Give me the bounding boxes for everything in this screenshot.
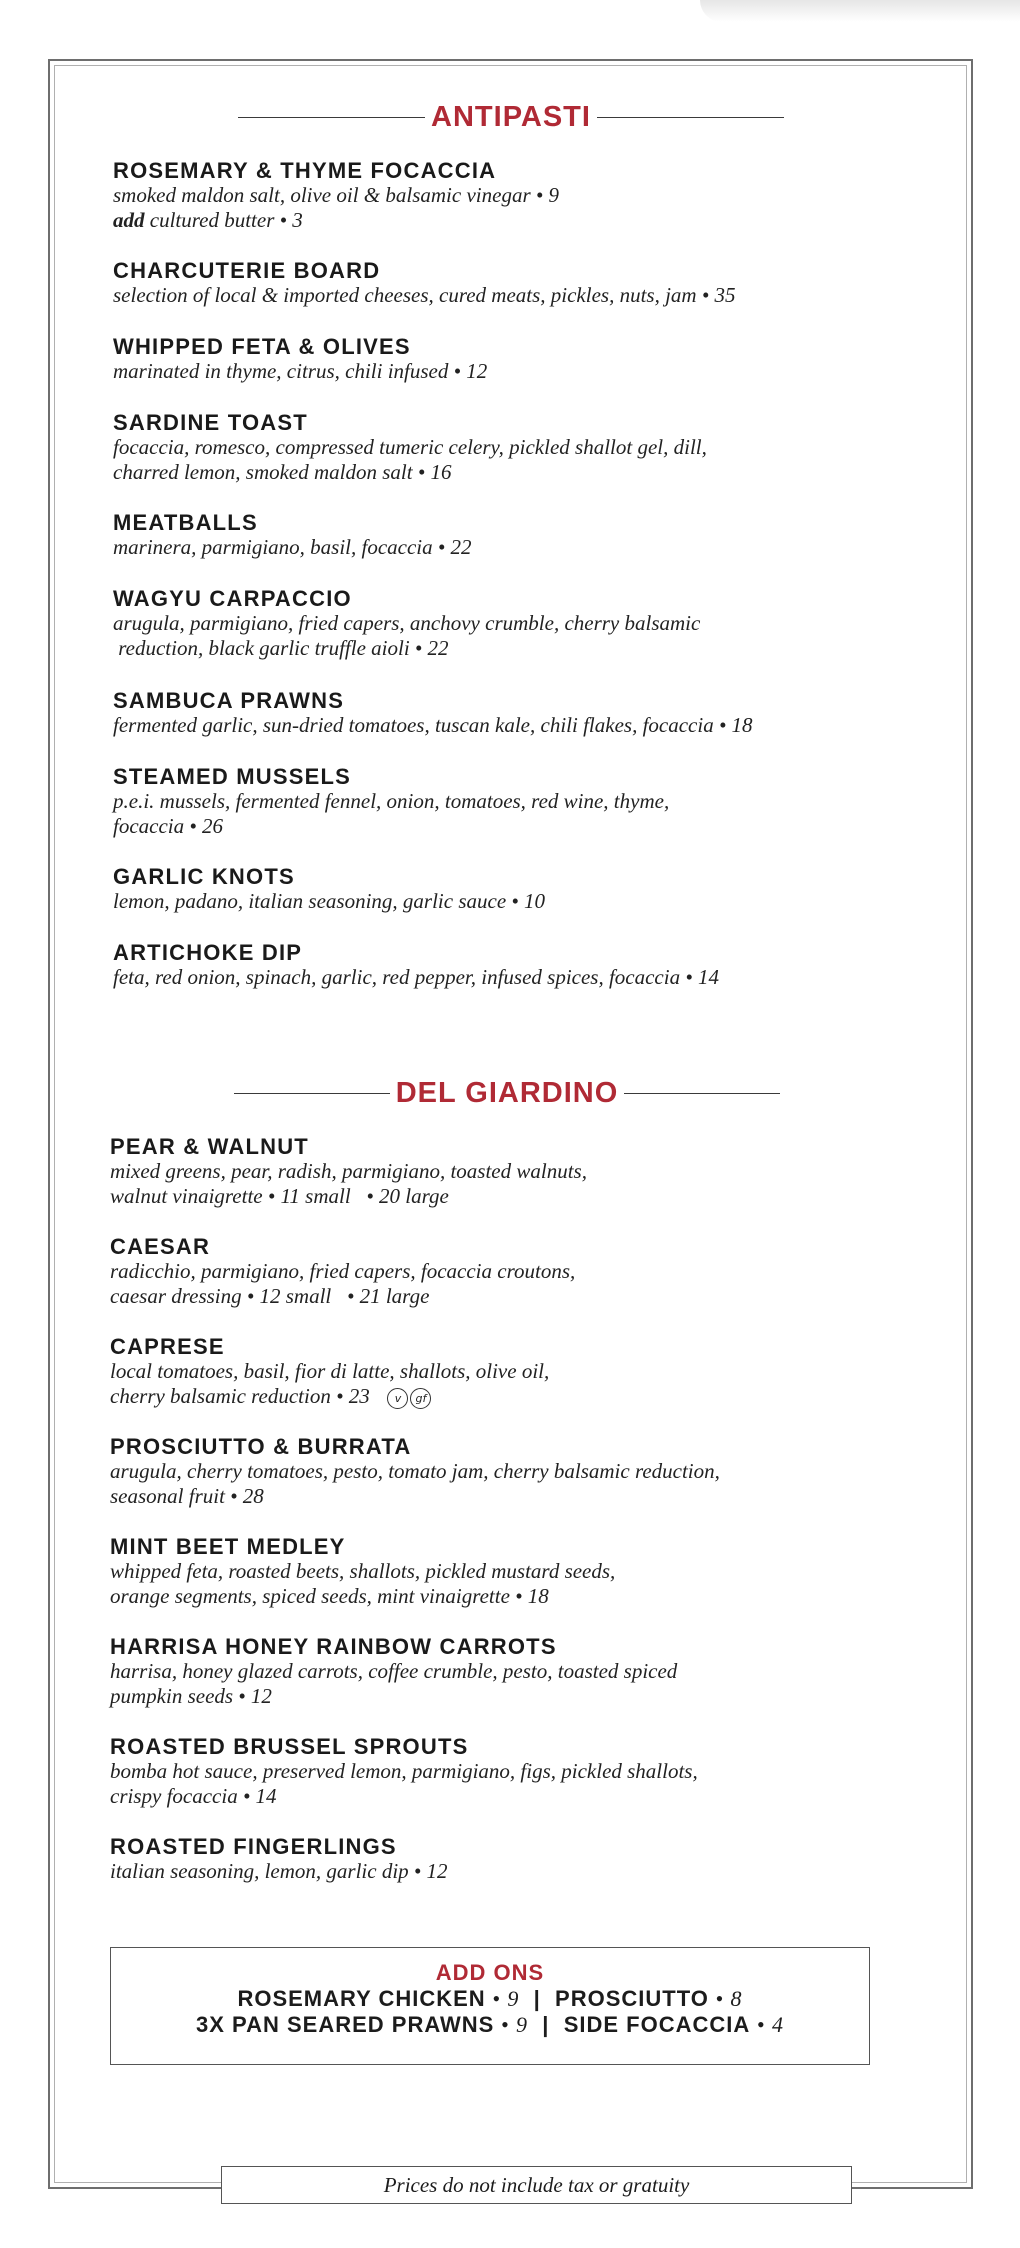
menu-item-description xyxy=(113,965,933,990)
menu-item-description-text: caesar dressing • 12 small • 21 large xyxy=(110,1284,430,1308)
header-rule-right xyxy=(624,1093,780,1094)
menu-item-description xyxy=(110,1159,930,1184)
menu-item-description xyxy=(110,1284,930,1309)
menu-item-description xyxy=(110,1559,930,1584)
menu-item-description-text: focaccia • 26 xyxy=(113,814,223,838)
menu-item xyxy=(113,158,933,233)
menu-item-description xyxy=(113,283,933,308)
menu-item-name: ROSEMARY & THYME FOCACCIA xyxy=(113,158,497,183)
menu-item-description-text: mixed greens, pear, radish, parmigiano, toasted walnuts, xyxy=(110,1159,587,1183)
menu-item-description xyxy=(113,183,933,208)
menu-item-description-text: cherry balsamic reduction • 23 xyxy=(110,1384,370,1408)
menu-item-description-text: selection of local & imported cheeses, cured meats, pickles, nuts, jam • 35 xyxy=(113,283,736,307)
menu-item xyxy=(113,410,933,485)
menu-item-name: CHARCUTERIE BOARD xyxy=(113,258,381,283)
header-rule-right xyxy=(597,117,784,118)
menu-item-description xyxy=(113,789,933,814)
menu-item xyxy=(113,688,933,738)
add-on-price: • 8 xyxy=(708,1986,743,2011)
menu-item xyxy=(110,1334,930,1409)
menu-item xyxy=(110,1734,930,1809)
antipasti-header xyxy=(238,97,784,137)
menu-item-description xyxy=(113,713,933,738)
menu-item-description-text: smoked maldon salt, olive oil & balsamic vinegar • 9 xyxy=(113,183,559,207)
menu-item-description-text: arugula, cherry tomatoes, pesto, tomato jam, cherry balsamic reduction, xyxy=(110,1459,720,1483)
add-on-name: PROSCIUTTO xyxy=(555,1986,709,2011)
menu-item-description xyxy=(110,1384,930,1409)
menu-item-description-text: pumpkin seeds • 12 xyxy=(110,1684,272,1708)
menu-item-description xyxy=(110,1584,930,1609)
antipasti-title: ANTIPASTI xyxy=(431,100,591,133)
menu-item-description-text: italian seasoning, lemon, garlic dip • 12 xyxy=(110,1859,448,1883)
menu-item-description-text: p.e.i. mussels, fermented fennel, onion, tomatoes, red wine, thyme, xyxy=(113,789,670,813)
menu-item-description-text: focaccia, romesco, compressed tumeric celery, pickled shallot gel, dill, xyxy=(113,435,707,459)
menu-item-name: PROSCIUTTO & BURRATA xyxy=(110,1434,412,1459)
add-ons-title: ADD ONS xyxy=(435,1960,545,1985)
menu-item-description xyxy=(113,636,933,661)
add-label: add xyxy=(113,208,145,232)
menu-item-description xyxy=(110,1684,930,1709)
menu-item-name: ROASTED FINGERLINGS xyxy=(110,1834,397,1859)
add-ons-box xyxy=(110,1947,870,2065)
add-on-separator: | xyxy=(526,1986,548,2011)
menu-item-name: WHIPPED FETA & OLIVES xyxy=(113,334,411,359)
add-ons-line-2 xyxy=(111,2012,869,2038)
add-on-price: • 9 xyxy=(494,2012,529,2037)
menu-item-description xyxy=(110,1184,930,1209)
menu-item xyxy=(113,864,933,914)
menu-item-description-text: walnut vinaigrette • 11 small • 20 large xyxy=(110,1184,449,1208)
menu-item-description-text: reduction, black garlic truffle aioli • 22 xyxy=(113,636,449,660)
menu-item-name: PEAR & WALNUT xyxy=(110,1134,309,1159)
menu-item-name: SARDINE TOAST xyxy=(113,410,308,435)
menu-item xyxy=(113,510,933,560)
menu-item xyxy=(110,1234,930,1309)
menu-item-description-text: radicchio, parmigiano, fried capers, focaccia croutons, xyxy=(110,1259,576,1283)
menu-item-description-text: orange segments, spiced seeds, mint vinaigrette • 18 xyxy=(110,1584,549,1608)
menu-item xyxy=(110,1834,930,1884)
menu-item-name: CAESAR xyxy=(110,1234,211,1259)
menu-item xyxy=(110,1434,930,1509)
menu-item-description xyxy=(113,814,933,839)
menu-item-name: GARLIC KNOTS xyxy=(113,864,295,889)
menu-item xyxy=(113,258,933,308)
menu-item-description xyxy=(113,535,933,560)
menu-item-description xyxy=(110,1359,930,1384)
menu-item-name: ARTICHOKE DIP xyxy=(113,940,303,965)
menu-item-description xyxy=(110,1784,930,1809)
menu-item xyxy=(113,334,933,384)
menu-item-description-text: harrisa, honey glazed carrots, coffee crumble, pesto, toasted spiced xyxy=(110,1659,678,1683)
header-rule-left xyxy=(234,1093,390,1094)
menu-item-description xyxy=(110,1484,930,1509)
tax-note: Prices do not include tax or gratuity xyxy=(221,2166,852,2204)
menu-item-description xyxy=(113,611,933,636)
menu-item-description xyxy=(110,1859,930,1884)
dietary-badge: v xyxy=(387,1388,408,1409)
menu-item-description-text: whipped feta, roasted beets, shallots, pickled mustard seeds, xyxy=(110,1559,616,1583)
menu-item-name: MEATBALLS xyxy=(113,510,258,535)
menu-item-name: WAGYU CARPACCIO xyxy=(113,586,352,611)
add-on-price: • 4 xyxy=(750,2012,784,2037)
menu-item-name: ROASTED BRUSSEL SPROUTS xyxy=(110,1734,469,1759)
add-on-name: ROSEMARY CHICKEN xyxy=(237,1986,486,2011)
menu-item-description xyxy=(110,1759,930,1784)
add-description: cultured butter • 3 xyxy=(144,208,303,232)
add-on-name: 3X PAN SEARED PRAWNS xyxy=(196,2012,495,2037)
menu-item-add-on xyxy=(113,208,933,233)
page-shadow-corner xyxy=(700,0,1020,22)
menu-item xyxy=(110,1134,930,1209)
menu-item-description xyxy=(113,435,933,460)
menu-item-description xyxy=(113,359,933,384)
add-on-name: SIDE FOCACCIA xyxy=(563,2012,751,2037)
menu-item-description-text: lemon, padano, italian seasoning, garlic sauce • 10 xyxy=(113,889,545,913)
menu-item-description-text: charred lemon, smoked maldon salt • 16 xyxy=(113,460,452,484)
menu-item-description-text: crispy focaccia • 14 xyxy=(110,1784,277,1808)
menu-item-description xyxy=(110,1459,930,1484)
menu-item xyxy=(113,940,933,990)
add-ons-line-1 xyxy=(111,1986,869,2012)
menu-item-description-text: feta, red onion, spinach, garlic, red pepper, infused spices, focaccia • 14 xyxy=(113,965,719,989)
menu-item-description xyxy=(110,1259,930,1284)
menu-item xyxy=(110,1634,930,1709)
menu-item xyxy=(113,764,933,839)
menu-item-description xyxy=(113,889,933,914)
menu-item-description xyxy=(113,460,933,485)
menu-item-name: STEAMED MUSSELS xyxy=(113,764,352,789)
menu-item-description-text: seasonal fruit • 28 xyxy=(110,1484,264,1508)
del-giardino-title: DEL GIARDINO xyxy=(395,1076,619,1109)
menu-item xyxy=(113,586,933,661)
menu-item-description-text: marinera, parmigiano, basil, focaccia • 22 xyxy=(113,535,472,559)
add-on-separator: | xyxy=(535,2012,557,2037)
dietary-badge: gf xyxy=(410,1388,431,1409)
menu-item-description-text: arugula, parmigiano, fried capers, anchovy crumble, cherry balsamic xyxy=(113,611,701,635)
menu-item-name: HARRISA HONEY RAINBOW CARROTS xyxy=(110,1634,557,1659)
menu-item-description-text: local tomatoes, basil, fior di latte, shallots, olive oil, xyxy=(110,1359,550,1383)
menu-item-description-text: fermented garlic, sun-dried tomatoes, tuscan kale, chili flakes, focaccia • 18 xyxy=(113,713,753,737)
menu-item-name: MINT BEET MEDLEY xyxy=(110,1534,346,1559)
header-rule-left xyxy=(238,117,425,118)
menu-item-description-text: marinated in thyme, citrus, chili infused • 12 xyxy=(113,359,488,383)
menu-item-name: SAMBUCA PRAWNS xyxy=(113,688,345,713)
menu-item-name: CAPRESE xyxy=(110,1334,225,1359)
menu-item xyxy=(110,1534,930,1609)
del-giardino-header xyxy=(234,1073,780,1113)
menu-item-description-text: bomba hot sauce, preserved lemon, parmigiano, figs, pickled shallots, xyxy=(110,1759,698,1783)
add-on-price: • 9 xyxy=(485,1986,520,2011)
menu-item-description xyxy=(110,1659,930,1684)
